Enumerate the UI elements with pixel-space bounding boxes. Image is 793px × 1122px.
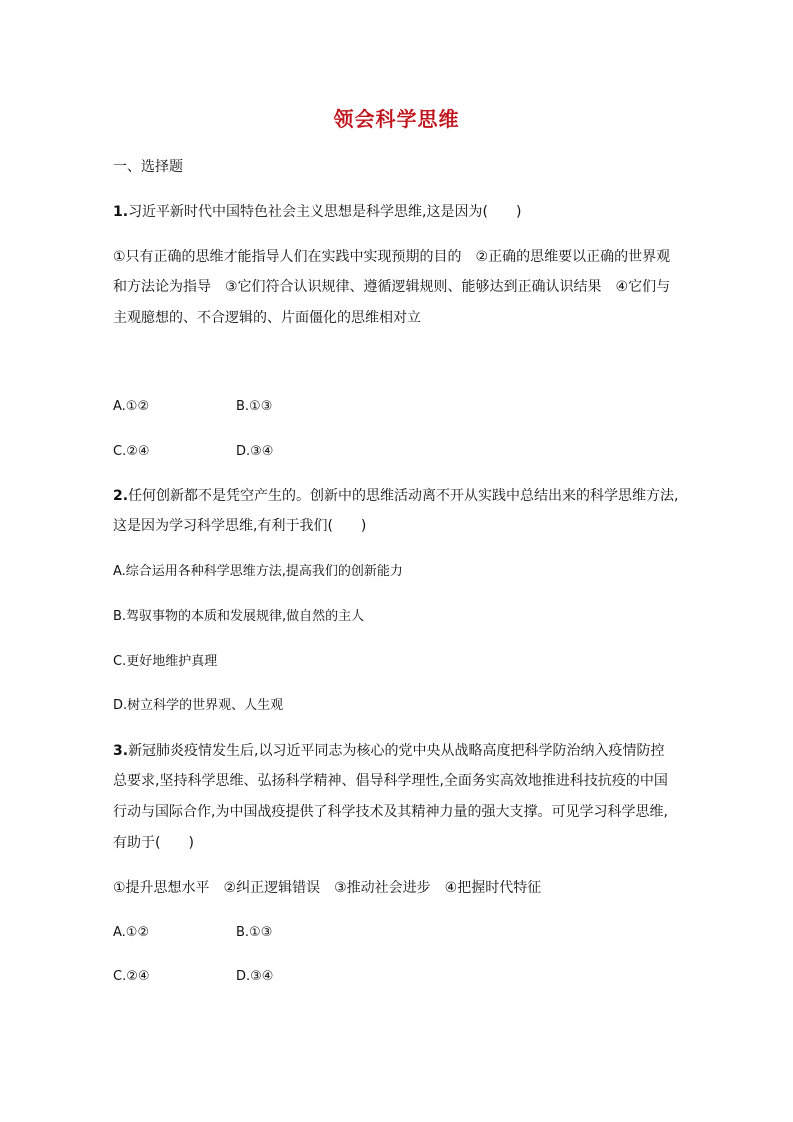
- question-2-option-c: C.更好地维护真理: [113, 654, 218, 669]
- question-1-option-a: A.①②: [113, 399, 150, 414]
- question-3-option-b: B.①③: [236, 925, 273, 940]
- question-3-number: 3.: [113, 743, 129, 759]
- question-3-stem-line: 有助于( ): [113, 835, 194, 851]
- question-2-text: 任何创新都不是凭空产生的。创新中的思维活动离不开从实践中总结出来的科学思维方法,: [128, 488, 679, 504]
- question-1-option-b: B.①③: [236, 399, 273, 414]
- question-2-option-d: D.树立科学的世界观、人生观: [113, 698, 284, 713]
- question-2-stem-line: 这是因为学习科学思维,有利于我们( ): [113, 518, 367, 534]
- question-2-option-b: B.驾驭事物的本质和发展规律,做自然的主人: [113, 609, 365, 624]
- question-1-number: 1.: [113, 204, 129, 220]
- question-1-statement-line: ①只有正确的思维才能指导人们在实践中实现预期的目的 ②正确的思维要以正确的世界观: [113, 249, 671, 265]
- question-1-text: 习近平新时代中国特色社会主义思想是科学思维,这是因为( ): [128, 204, 522, 220]
- document-title: 领会科学思维: [333, 107, 460, 131]
- question-2-stem: [113, 486, 679, 506]
- question-3-text: 新冠肺炎疫情发生后,以习近平同志为核心的党中央从战略高度把科学防治纳入疫情防控: [128, 743, 665, 759]
- question-3-option-a: A.①②: [113, 925, 150, 940]
- question-2-number: 2.: [113, 488, 129, 504]
- question-1-option-c: C.②④: [113, 444, 150, 459]
- question-3-option-c: C.②④: [113, 969, 150, 984]
- question-3-option-d: D.③④: [236, 969, 274, 984]
- question-1-statement-line: 和方法论为指导 ③它们符合认识规律、遵循逻辑规则、能够达到正确认识结果 ④它们与: [113, 279, 671, 295]
- question-3-stem-line: 行动与国际合作,为中国战疫提供了科学技术及其精神力量的强大支撑。可见学习科学思维,: [113, 804, 668, 820]
- question-1-statement-line: 主观臆想的、不合逻辑的、片面僵化的思维相对立: [113, 310, 421, 326]
- question-3-statements: ①提升思想水平 ②纠正逻辑错误 ③推动社会进步 ④把握时代特征: [113, 880, 542, 896]
- question-3-stem-line: 总要求,坚持科学思维、弘扬科学精神、倡导科学理性,全面务实高效地推进科技抗疫的中国: [113, 773, 668, 789]
- question-1-option-d: D.③④: [236, 444, 274, 459]
- section-heading: 一、选择题: [113, 159, 183, 175]
- question-1-stem: [113, 202, 521, 222]
- question-3-stem: [113, 741, 665, 761]
- question-2-option-a: A.综合运用各种科学思维方法,提高我们的创新能力: [113, 564, 403, 579]
